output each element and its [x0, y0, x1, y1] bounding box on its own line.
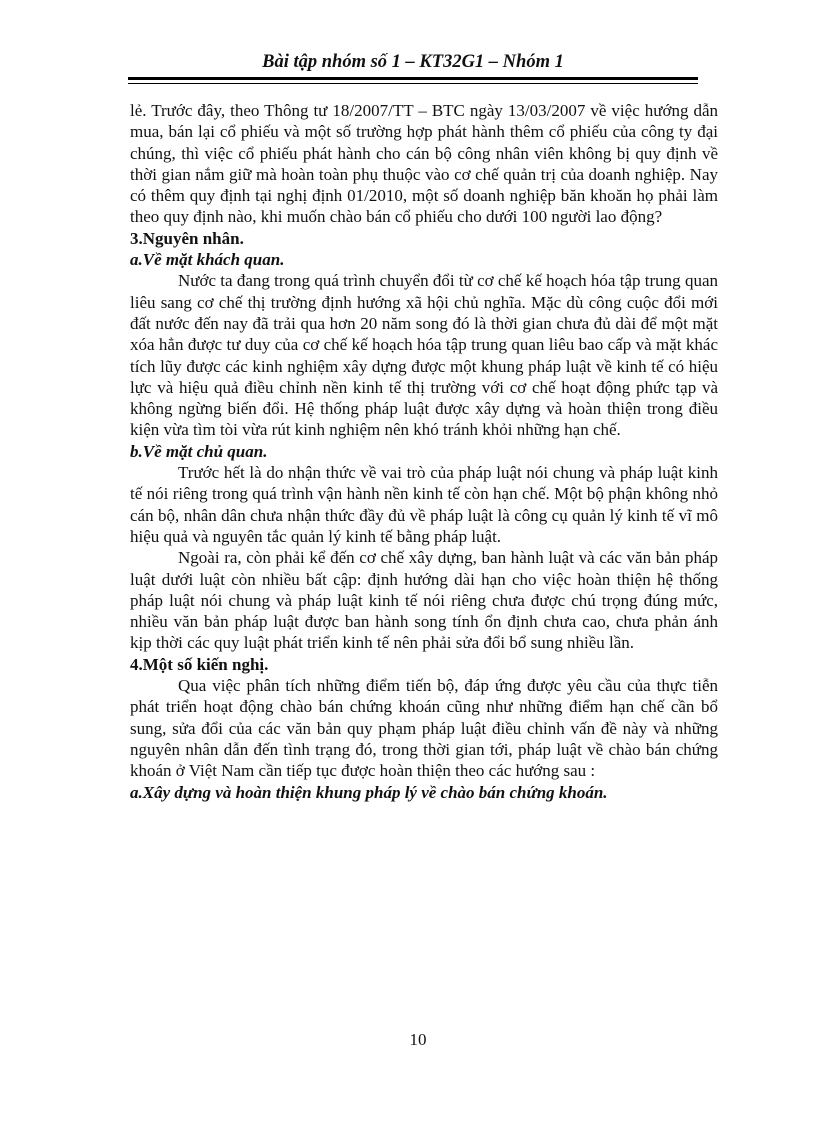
paragraph-3b-1: Trước hết là do nhận thức về vai trò của pháp luật nói chung và pháp luật kinh tế nói riêng trong quá trình vận hành nền kinh tế còn hạn chế. Một bộ phận không nhỏ cán bộ, nhân dân chưa nhận thức đầy đủ về pháp luật là công cụ quản lý kinh tế vĩ mô hiệu quả và nguyên tắc quản lý kinh tế bằng pháp luật.: [130, 463, 718, 546]
paragraph-intro: lẻ. Trước đây, theo Thông tư 18/2007/TT – BTC ngày 13/03/2007 về việc hướng dẫn mua, bán lại cổ phiếu và một số trường hợp phát hành thêm cổ phiếu của công ty đại chúng, thì việc cổ phiếu phát hành cho cán bộ công nhân viên không bị quy định về thời gian nắm giữ mà hoàn toàn phụ thuộc vào cơ chế quản trị của doanh nghiệp. Nay có thêm quy định tại nghị định 01/2010, một số doanh nghiệp băn khoăn họ phải làm theo quy định nào, khi muốn chào bán cổ phiếu cho dưới 100 người lao động?: [130, 101, 718, 227]
page-header-title: Bài tập nhóm số 1 – KT32G1 – Nhóm 1: [262, 52, 564, 72]
section-heading-3: 3.Nguyên nhân.: [130, 228, 244, 248]
header-divider-thin: [128, 83, 698, 84]
header-divider-thick: [128, 77, 698, 80]
paragraph-4: Qua việc phân tích những điểm tiến bộ, đáp ứng được yêu cầu của thực tiễn phát triển hoạt động chào bán chứng khoán cũng như những điểm hạn chế cần bổ sung, sửa đổi của các văn bản quy phạm pháp luật điều chỉnh vấn đề này và những nguyên nhân dẫn đến tình trạng đó, trong thời gian tới, pháp luật về chào bán chứng khoán ở Việt Nam cần tiếp tục được hoàn thiện theo các hướng sau :: [130, 676, 718, 781]
section-heading-4: 4.Một số kiến nghị.: [130, 654, 269, 674]
subsection-heading-3b: b.Về mặt chủ quan.: [130, 441, 268, 461]
subsection-heading-3a: a.Về mặt khách quan.: [130, 250, 285, 270]
subsection-heading-4a: a.Xây dựng và hoàn thiện khung pháp lý về chào bán chứng khoán.: [130, 782, 608, 802]
paragraph-3b-2: Ngoài ra, còn phải kể đến cơ chế xây dựng, ban hành luật và các văn bản pháp luật dưới luật còn nhiều bất cập: định hướng dài hạn cho việc hoàn thiện hệ thống pháp luật nói chung và pháp luật kinh tế nói riêng chưa được chú trọng đúng mức, nhiều văn bản pháp luật được ban hành song tính ổn định chưa cao, chưa phản ánh kịp thời các quy luật phát triển kinh tế nên phải sửa đổi bổ sung nhiều lần.: [130, 548, 718, 653]
paragraph-3a: Nước ta đang trong quá trình chuyển đổi từ cơ chế kế hoạch hóa tập trung quan liêu sang cơ chế thị trường định hướng xã hội chủ nghĩa. Mặc dù công cuộc đổi mới đất nước đến nay đã trải qua hơn 20 năm song đó là thời gian chưa đủ dài để một mặt xóa hẳn được tư duy của cơ chế kế hoạch hóa tập trung quan liêu bao cấp và mặt khác tích lũy được các kinh nghiệm xây dựng được một khung pháp luật về kinh tế có hiệu lực và hiệu quả điều chỉnh nền kinh tế thị trường với cơ chế hoạt động phức tạp và không ngừng biến đổi. Hệ thống pháp luật được xây dựng và hoàn thiện trong điều kiện vừa tìm tòi vừa rút kinh nghiệm nên khó tránh khỏi những hạn chế.: [130, 271, 718, 440]
page-body: [130, 100, 718, 803]
page-number: 10: [409, 1030, 427, 1049]
